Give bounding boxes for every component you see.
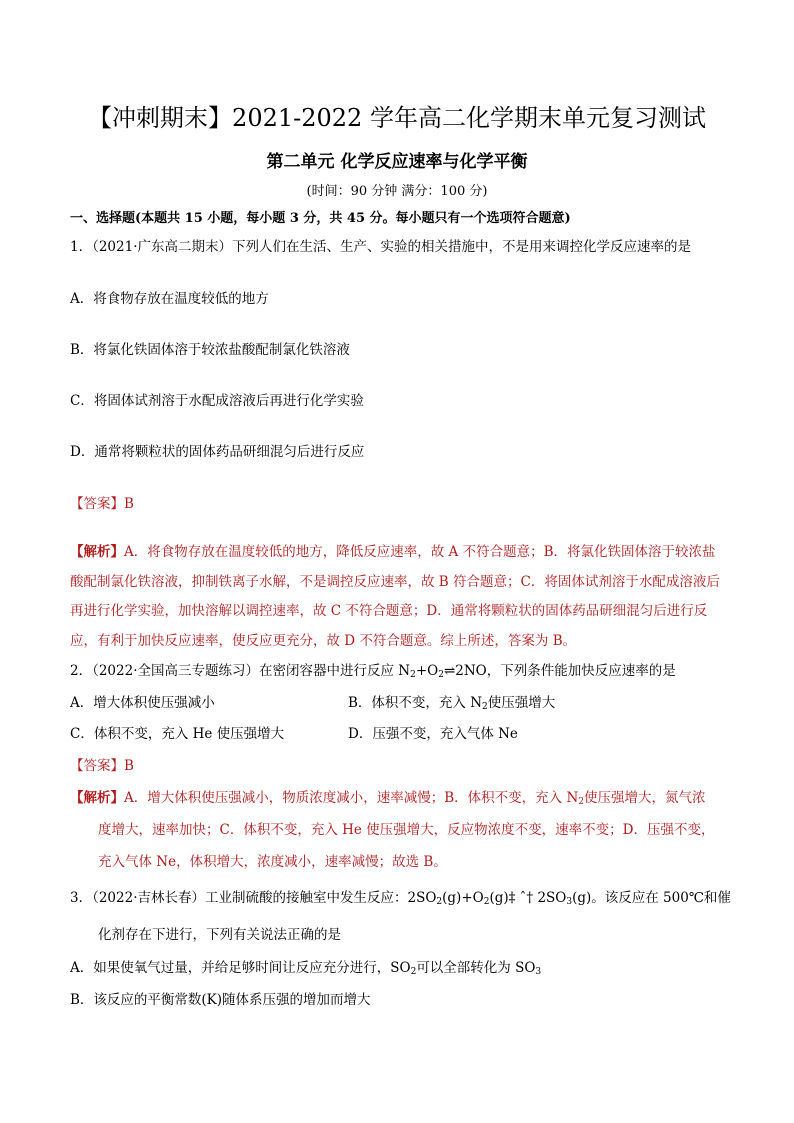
q1-option-d: D．通常将颗粒状的固体药品研细混匀后进行反应 xyxy=(70,444,365,460)
q2-option-b-part: 使压强增大 xyxy=(487,695,556,711)
subscript: 2 xyxy=(410,670,416,680)
q3-option-a xyxy=(70,956,541,977)
q2-stem xyxy=(70,659,676,680)
q3-stem-part: (g)。该反应在 500℃和催 xyxy=(572,890,731,906)
q3-stem-line1 xyxy=(70,886,731,907)
q2-stem-part: ⇌2NO，下列条件能加快反应速率的是 xyxy=(443,663,676,679)
q2-analysis-line3: 充入气体 Ne，体积增大，浓度减小，速率减慢；故选 B。 xyxy=(98,854,447,870)
analysis-text: A．将食物存放在温度较低的地方，降低反应速率，故 A 不符合题意；B．将氯化铁固体溶于较浓盐酸配制氯化铁溶液，抑制铁离子水解，不是调控反应速率，故 B 符合题意；C．将固体试剂溶于水配成溶液后再进行化学实验，加快溶解以调控速率，故 C 不符合题意；D．通常将颗粒状的固体药品研细混匀后进行反应，有利于加快反应速率，使反应更充分，故 D 不符合题意。综上所述，答案为 B。 xyxy=(70,544,720,649)
subscript: 2 xyxy=(483,897,490,907)
q2-stem-part: 2．（2022·全国高三专题练习）在密闭容器中进行反应 N xyxy=(70,663,411,679)
analysis-label: 【解析】 xyxy=(70,544,124,560)
q2-option-b xyxy=(348,691,555,712)
q2-option-d: D．压强不变，充入气体 Ne xyxy=(348,726,518,742)
q2-answer xyxy=(70,754,134,774)
subscript: 2 xyxy=(410,967,417,977)
analysis-text: A．增大体积使压强减小，物质浓度减小，速率减慢；B．体积不变，充入 N xyxy=(124,790,579,806)
section-heading: 一、选择题(本题共 15 小题，每小题 3 分，共 45 分。每小题只有一个选项符合题意) xyxy=(70,211,571,226)
subscript: 3 xyxy=(566,897,573,907)
q3-stem-part: (g)‡ ˆ† 2SO xyxy=(489,890,567,906)
q3-stem-part: (g)+O xyxy=(442,890,484,906)
subscript: 3 xyxy=(535,967,542,977)
analysis-label: 【解析】 xyxy=(70,790,124,806)
q2-option-a: A．增大体积使压强减小 xyxy=(70,695,215,711)
q3-option-a-part: 可以全部转化为 SO xyxy=(416,960,536,976)
q3-stem-part: 3．（2022·吉林长春）工业制硫酸的接触室中发生反应：2SO xyxy=(70,890,437,906)
q3-option-b: B．该反应的平衡常数(K)随体系压强的增加而增大 xyxy=(70,992,371,1008)
unit-subtitle: 第二单元 化学反应速率与化学平衡 xyxy=(266,152,528,172)
subscript: 2 xyxy=(438,670,444,680)
exam-meta: (时间：90 分钟 满分：100 分) xyxy=(306,184,488,199)
q1-stem: 1．（2021·广东高二期末）下列人们在生活、生产、实验的相关措施中，不是用来调控化学反应速率的是 xyxy=(70,239,691,255)
q1-answer xyxy=(70,492,134,512)
page-title: 【冲刺期末】2021-2022 学年高二化学期末单元复习测试 xyxy=(88,104,706,132)
subscript: 2 xyxy=(482,702,488,712)
q2-analysis-line2: 度增大，速率加快；C．体积不变，充入 He 使压强增大，反应物浓度不变，速率不变；D．压强不变， xyxy=(98,822,715,838)
analysis-text: 使压强增大，氮气浓 xyxy=(584,790,706,806)
q1-option-c: C．将固体试剂溶于水配成溶液后再进行化学实验 xyxy=(70,393,364,409)
q1-analysis xyxy=(70,538,724,656)
answer-value: B xyxy=(124,496,134,512)
q2-option-c: C．体积不变，充入 He 使压强增大 xyxy=(70,726,285,742)
subscript: 2 xyxy=(436,897,443,907)
answer-value: B xyxy=(124,758,134,774)
q3-stem-line2: 化剂存在下进行，下列有关说法正确的是 xyxy=(98,927,341,943)
q2-analysis-line1 xyxy=(70,786,706,807)
q2-stem-part: +O xyxy=(415,663,439,679)
answer-label: 【答案】 xyxy=(70,758,124,774)
q1-option-a: A．将食物存放在温度较低的地方 xyxy=(70,291,269,307)
subscript: 2 xyxy=(578,797,585,807)
answer-label: 【答案】 xyxy=(70,496,124,512)
q2-option-b-part: B．体积不变，充入 N xyxy=(348,695,483,711)
q3-option-a-part: A．如果使氧气过量，并给足够时间让反应充分进行，SO xyxy=(70,960,411,976)
q1-option-b: B．将氯化铁固体溶于较浓盐酸配制氯化铁溶液 xyxy=(70,342,350,358)
